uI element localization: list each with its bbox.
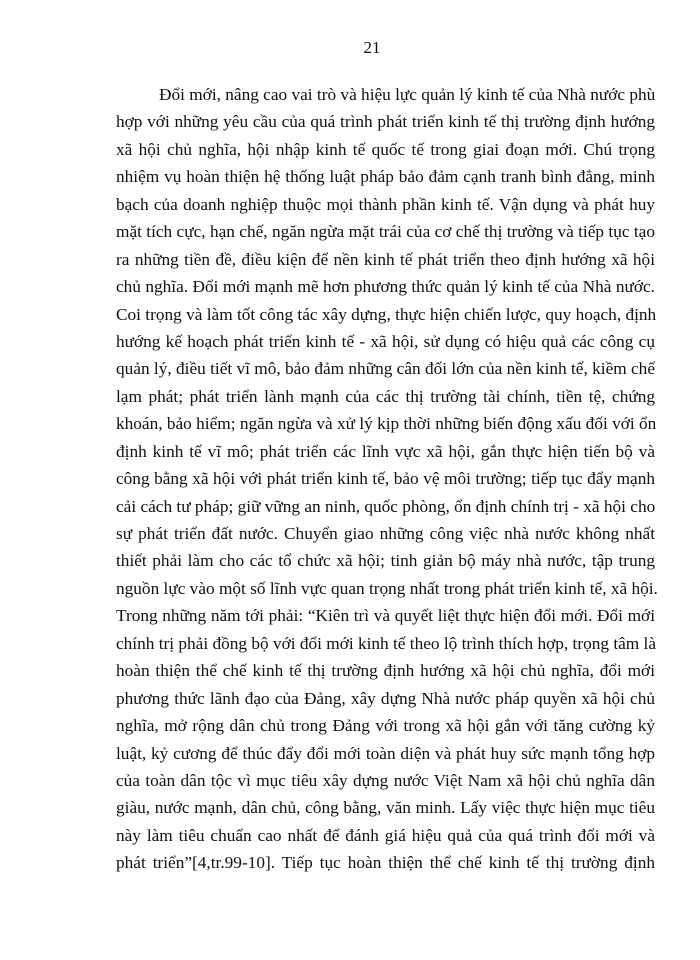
text-line: mặt tích cực, hạn chế, ngăn ngừa mặt trái của cơ chế thị trường và tiếp tục tạo [116, 222, 655, 242]
text-line: sự phát triển đất nước. Chuyển giao những công việc nhà nước không nhất [116, 524, 655, 543]
text-line: luật, kỷ cương để thúc đẩy đổi mới toàn diện và phát huy sức mạnh tổng hợp [116, 743, 655, 763]
text-line: ra những tiền đề, điều kiện để nền kinh tế phát triển theo định hướng xã hội [116, 249, 655, 269]
text-line: Coi trọng và làm tốt công tác xây dựng, thực hiện chiến lược, quy hoạch, định [116, 304, 657, 324]
body-paragraph [116, 81, 658, 877]
text-line: công bằng xã hội với phát triển kinh tế, bảo vệ môi trường; tiếp tục đẩy mạnh [116, 469, 655, 489]
text-line: này làm tiêu chuẩn cao nhất để đánh giá hiệu quả của quá trình đổi mới và [116, 825, 655, 845]
text-line: phát triển”[4,tr.99-10]. Tiếp tục hoàn thiện thể chế kinh tế thị trường định [116, 853, 655, 873]
text-line: của toàn dân tộc vì mục tiêu xây dựng nước Việt Nam xã hội chủ nghĩa dân [116, 770, 655, 790]
text-line: nhiệm vụ hoàn thiện hệ thống luật pháp bảo đảm cạnh tranh bình đẳng, minh [116, 167, 655, 187]
text-line: khoán, bảo hiểm; ngăn ngừa và xử lý kịp thời những biến động xấu đối với ổn [116, 414, 657, 434]
text-line: nguồn lực vào một số lĩnh vực quan trọng nhất trong phát triển kinh tế, xã hội. [116, 578, 658, 598]
page-number: 21 [363, 38, 381, 57]
text-line: lạm phát; phát triển lành mạnh của các thị trường tài chính, tiền tệ, chứng [116, 386, 655, 406]
text-line: hướng kế hoạch phát triển kinh tế - xã hội, sử dụng có hiệu quả các công cụ [116, 331, 655, 351]
text-line: xã hội chủ nghĩa, hội nhập kinh tế quốc tế trong giai đoạn mới. Chú trọng [116, 139, 655, 159]
text-line: thiết phải làm cho các tổ chức xã hội; tinh giản bộ máy nhà nước, tập trung [116, 551, 655, 571]
text-line: Trong những năm tới phải: “Kiên trì và quyết liệt thực hiện đổi mới. Đổi mới [116, 606, 655, 626]
text-line: phương thức lãnh đạo của Đảng, xây dựng Nhà nước pháp quyền xã hội chủ [116, 688, 655, 708]
text-line: quản lý, điều tiết vĩ mô, bảo đảm những cân đối lớn của nền kinh tế, kiềm chế [116, 359, 655, 379]
text-line: chính trị phải đồng bộ với đổi mới kinh tế theo lộ trình thích hợp, trọng tâm là [116, 633, 657, 653]
text-line: hoàn thiện thể chế kinh tế thị trường định hướng xã hội chủ nghĩa, đổi mới [116, 661, 655, 681]
text-line: Đổi mới, nâng cao vai trò và hiệu lực quản lý kinh tế của Nhà nước phù [159, 85, 656, 104]
text-line: cải cách tư pháp; giữ vững an ninh, quốc phòng, ổn định chính trị - xã hội cho [116, 496, 656, 516]
text-line: hợp với những yêu cầu của quá trình phát triển kinh tế thị trường định hướng [116, 112, 655, 132]
text-line: định kinh tế vĩ mô; phát triển các lĩnh vực xã hội, gắn thực hiện tiến bộ và [116, 441, 655, 461]
text-line: giàu, nước mạnh, dân chủ, công bằng, văn minh. Lấy việc thực hiện mục tiêu [116, 798, 655, 818]
text-line: nghĩa, mở rộng dân chủ trong Đảng với trong xã hội gắn với tăng cường kỷ [116, 716, 655, 736]
text-line: bạch của doanh nghiệp thuộc mọi thành phần kinh tế. Vận dụng và phát huy [116, 194, 655, 214]
text-line: chủ nghĩa. Đổi mới mạnh mẽ hơn phương thức quản lý kinh tế của Nhà nước. [116, 277, 655, 297]
